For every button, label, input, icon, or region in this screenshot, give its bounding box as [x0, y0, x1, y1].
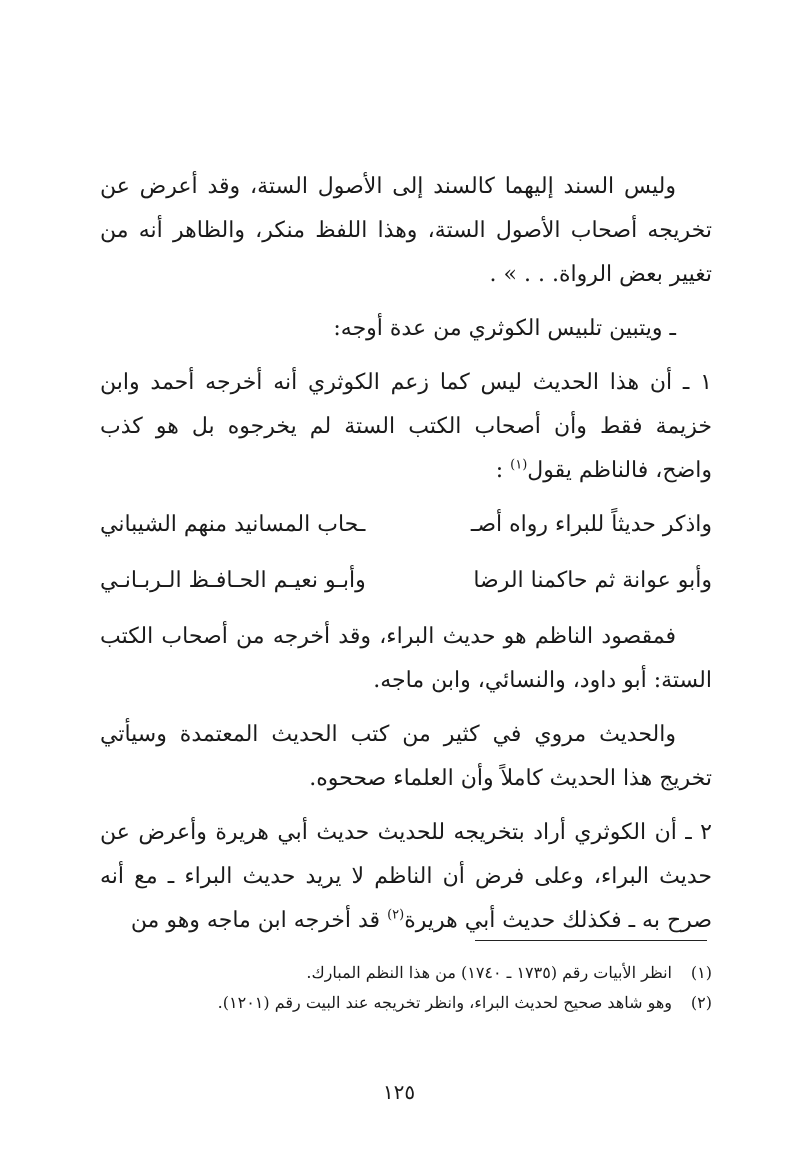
footnotes: [100, 958, 712, 1018]
paragraph-1: وليس السند إليهما كالسند إلى الأصول الستة، وقد أعرض عن تخريجه أصحاب الأصول الستة، وهذا اللفظ منكر، والظاهر أنه من تغيير بعض الرواة. . . » .: [100, 174, 712, 287]
footnote-ref-1: (١): [510, 457, 528, 473]
paragraph-3: [100, 361, 712, 493]
paragraph-2: ـ ويتبين تلبيس الكوثري من عدة أوجه:: [333, 316, 676, 341]
verse-2-second-hemistich: وأبـو نعيـم الحـافـظ الـربـانـي: [100, 568, 366, 593]
poem-verse-2: [100, 559, 712, 603]
verse-1-first-hemistich: واذكر حديثاً للبراء رواه أصـ: [470, 512, 712, 537]
paragraph-5: والحديث مروي في كثير من كتب الحديث المعتمدة وسيأتي تخريج هذا الحديث كاملاً وأن العلماء صححوه.: [100, 722, 712, 791]
paragraph-3-end: :: [495, 458, 504, 483]
poem-verse-1: [100, 503, 712, 547]
footnote-2-text: وهو شاهد صحيح لحديث البراء، وانظر تخريجه عند البيت رقم (١٢٠١).: [217, 993, 672, 1012]
verse-1-second-hemistich: ـحاب المسانيد منهم الشيباني: [100, 512, 366, 537]
footnote-1-number: (١): [690, 963, 712, 982]
footnote-2: [100, 988, 712, 1018]
footnote-1-text: انظر الأبيات رقم (١٧٣٥ ـ ١٧٤٠) من هذا النظم المبارك.: [306, 963, 672, 982]
paragraph-6-end: قد أخرجه ابن ماجه وهو من: [130, 908, 381, 933]
paragraph-3-text: ١ ـ أن هذا الحديث ليس كما زعم الكوثري أنه أخرجه أحمد وابن خزيمة فقط وأن أصحاب الكتب الستة لم يخرجوه بل هو كذب واضح، فالناظم يقول: [100, 370, 712, 483]
paragraph-4: فمقصود الناظم هو حديث البراء، وقد أخرجه من أصحاب الكتب الستة: أبو داود، والنسائي، وابن ماجه.: [100, 624, 712, 693]
footnote-1: [100, 958, 712, 988]
verse-2-first-hemistich: وأبو عوانة ثم حاكمنا الرضا: [473, 568, 712, 593]
footnote-ref-2: (٢): [387, 907, 405, 923]
main-text: [100, 165, 712, 953]
page-number: ١٢٥: [382, 1080, 416, 1104]
paragraph-6: [100, 811, 712, 943]
paragraph-6-text: ٢ ـ أن الكوثري أراد بتخريجه للحديث حديث أبي هريرة وأعرض عن حديث البراء، وعلى فرض أن الناظم لا يريد حديث البراء ـ مع أنه صرح به ـ فكذلك حديث أبي هريرة: [100, 820, 712, 933]
footnote-divider: [475, 940, 707, 941]
footnote-2-number: (٢): [690, 993, 712, 1012]
